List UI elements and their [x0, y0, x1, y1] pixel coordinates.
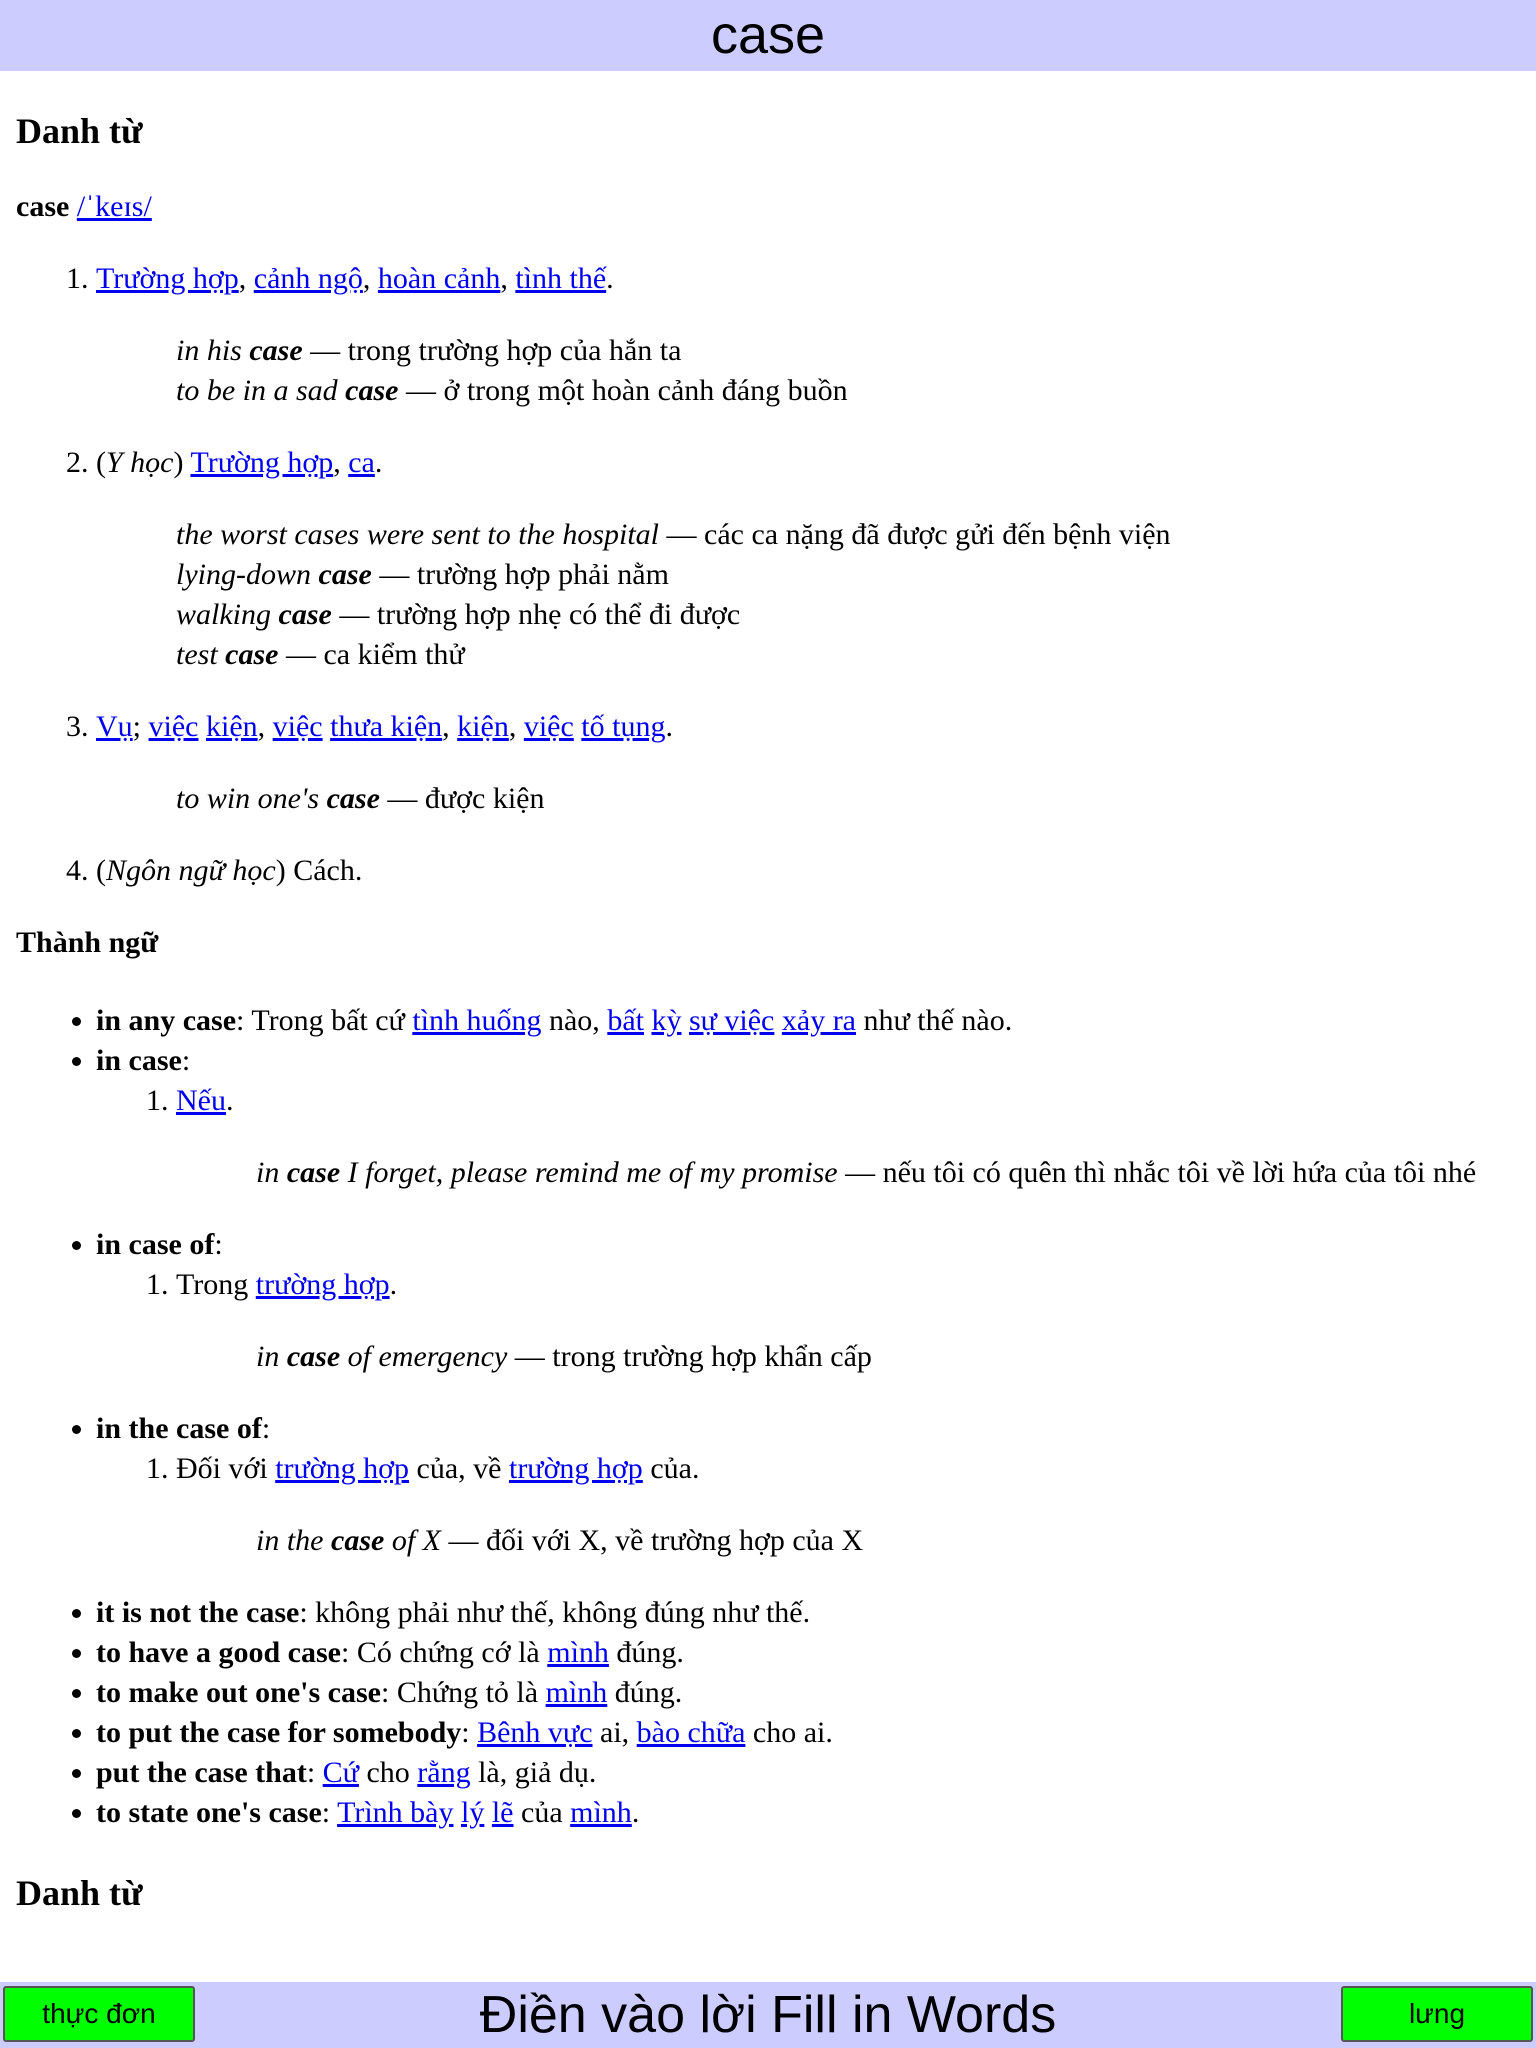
examples: [256, 1337, 1520, 1377]
example: the worst cases were sent to the hospital — các ca nặng đã được gửi đến bệnh viện: [176, 518, 1171, 551]
idiom-senses: [96, 1265, 1520, 1377]
idiom-item: • to have a good case: Có chứng cớ là mình đúng.: [96, 1633, 1520, 1673]
sense-item: 1. Trường hợp, cảnh ngộ, hoàn cảnh, tình thế. in his case — trong trường hợp của hắn ta to be in a sad case — ở trong một hoàn cảnh đáng buồn: [96, 259, 1520, 411]
idiom-item: • put the case that: Cứ cho rằng là, giả dụ.: [96, 1753, 1520, 1793]
pos-heading-2: Danh từ: [16, 1873, 143, 1913]
sense-item: 4. (Ngôn ngữ học) Cách.: [96, 851, 1520, 891]
sense-link[interactable]: ca: [348, 446, 375, 479]
sense-item: 3. Vụ; việc kiện, việc thưa kiện, kiện, việc tố tụng. to win one's case — được kiện: [96, 707, 1520, 819]
sense-link[interactable]: hoàn cảnh: [377, 262, 501, 295]
examples: [176, 331, 1520, 411]
idiom-link[interactable]: trường hợp: [275, 1452, 410, 1485]
sense-item: 2. (Y học) Trường hợp, ca. the worst cases were sent to the hospital — các ca nặng đã được gửi đến bệnh viện lying-down case — trường hợp phải nằm walking case — trường hợp nhẹ có thể đi được test case — ca kiểm thử: [96, 443, 1520, 675]
idiom-item: • to put the case for somebody: Bênh vực ai, bào chữa cho ai.: [96, 1713, 1520, 1753]
examples: [176, 515, 1520, 675]
idiom-item: • in any case: Trong bất cứ tình huống nào, bất kỳ sự việc xảy ra như thế nào.: [96, 1001, 1520, 1041]
sense-link[interactable]: việc: [523, 710, 574, 743]
idioms-list: [16, 1001, 1520, 1833]
idiom-item: • it is not the case: không phải như thế, không đúng như thế.: [96, 1593, 1520, 1633]
idiom-sense: 1. Đối với trường hợp của, về trường hợp của. in the case of X — đối với X, về trường hợp của X: [176, 1449, 1520, 1561]
idiom-link[interactable]: xảy ra: [781, 1004, 856, 1037]
sense-link[interactable]: việc: [148, 710, 199, 743]
dictionary-content[interactable]: [0, 71, 1536, 1950]
idiom-link[interactable]: lý: [461, 1796, 485, 1829]
example: test case — ca kiểm thử: [176, 638, 465, 671]
idiom-link[interactable]: mình: [547, 1636, 609, 1669]
idiom-item: • in the case of: 1. Đối với trường hợp của, về trường hợp của. in the case of X — đối với X, về trường hợp của X: [96, 1409, 1520, 1561]
example: in his case — trong trường hợp của hắn ta: [176, 334, 682, 367]
sense-link[interactable]: kiện: [205, 710, 258, 743]
idiom-link[interactable]: sự việc: [688, 1004, 775, 1037]
idiom-item: • in case: 1. Nếu. in case I forget, please remind me of my promise — nếu tôi có quên thì nhắc tôi về lời hứa của tôi nhé: [96, 1041, 1520, 1193]
idioms-heading: Thành ngữ: [16, 926, 159, 959]
examples: [176, 779, 1520, 819]
idiom-link[interactable]: mình: [570, 1796, 632, 1829]
example: walking case — trường hợp nhẹ có thể đi được: [176, 598, 741, 631]
sense-link[interactable]: Trường hợp: [190, 446, 334, 479]
bottom-title: Điền vào lời Fill in Words: [479, 1986, 1057, 2044]
sense-link[interactable]: cảnh ngộ: [253, 262, 363, 295]
domain-label: Y học: [106, 446, 174, 479]
idiom-link[interactable]: trường hợp: [508, 1452, 643, 1485]
sense-link[interactable]: việc: [272, 710, 323, 743]
senses-list: [16, 259, 1520, 891]
top-bar: [0, 0, 1536, 71]
example: to win one's case — được kiện: [176, 782, 545, 815]
sense-link[interactable]: Vụ: [96, 710, 133, 743]
example: in the case of X — đối với X, về trường hợp của X: [256, 1524, 864, 1557]
idiom-link[interactable]: lẽ: [491, 1796, 514, 1829]
sense-link[interactable]: Trường hợp: [96, 262, 239, 295]
idiom-link[interactable]: trường hợp: [255, 1268, 390, 1301]
example: in case I forget, please remind me of my promise — nếu tôi có quên thì nhắc tôi về lời hứa của tôi nhé: [256, 1156, 1477, 1189]
idiom-link[interactable]: Trình bày: [337, 1796, 454, 1829]
example: to be in a sad case — ở trong một hoàn cảnh đáng buồn: [176, 374, 848, 407]
example: lying-down case — trường hợp phải nằm: [176, 558, 669, 591]
idiom-link[interactable]: bất: [607, 1004, 644, 1037]
idiom-senses: [96, 1449, 1520, 1561]
idiom-link[interactable]: Nếu: [176, 1084, 226, 1117]
menu-button[interactable]: thực đơn: [3, 1986, 195, 2042]
sense-link[interactable]: thưa kiện: [330, 710, 443, 743]
idiom-item: • in case of: 1. Trong trường hợp. in case of emergency — trong trường hợp khẩn cấp: [96, 1225, 1520, 1377]
idiom-senses: [96, 1081, 1520, 1193]
example: in case of emergency — trong trường hợp khẩn cấp: [256, 1340, 872, 1373]
page-title: case: [710, 5, 826, 65]
headword-line: [16, 187, 1520, 227]
idiom-item: • to make out one's case: Chứng tỏ là mình đúng.: [96, 1673, 1520, 1713]
idiom-sense: 1. Nếu. in case I forget, please remind me of my promise — nếu tôi có quên thì nhắc tôi về lời hứa của tôi nhé: [176, 1081, 1520, 1193]
examples: [256, 1153, 1520, 1193]
idiom-link[interactable]: Bênh vực: [477, 1716, 593, 1749]
idiom-sense: 1. Trong trường hợp. in case of emergency — trong trường hợp khẩn cấp: [176, 1265, 1520, 1377]
examples: [256, 1521, 1520, 1561]
idiom-link[interactable]: rằng: [417, 1756, 471, 1789]
idiom-link[interactable]: tình huống: [412, 1004, 542, 1037]
sense-link[interactable]: tố tụng: [581, 710, 666, 743]
idiom-link[interactable]: mình: [545, 1676, 608, 1709]
idiom-item: • to state one's case: Trình bày lý lẽ của mình.: [96, 1793, 1520, 1833]
headword: case: [16, 190, 70, 223]
back-button[interactable]: lưng: [1341, 1986, 1533, 2042]
sense-link[interactable]: kiện: [457, 710, 509, 743]
idiom-link[interactable]: kỳ: [651, 1004, 682, 1037]
sense-link[interactable]: tình thế: [515, 262, 607, 295]
pos-heading: Danh từ: [16, 111, 143, 151]
pronunciation-link[interactable]: /ˈkeɪs/: [76, 190, 152, 223]
domain-label: Ngôn ngữ học: [106, 854, 276, 887]
idiom-link[interactable]: bào chữa: [636, 1716, 746, 1749]
idiom-link[interactable]: Cứ: [322, 1756, 359, 1789]
bottom-bar: [0, 1982, 1536, 2048]
